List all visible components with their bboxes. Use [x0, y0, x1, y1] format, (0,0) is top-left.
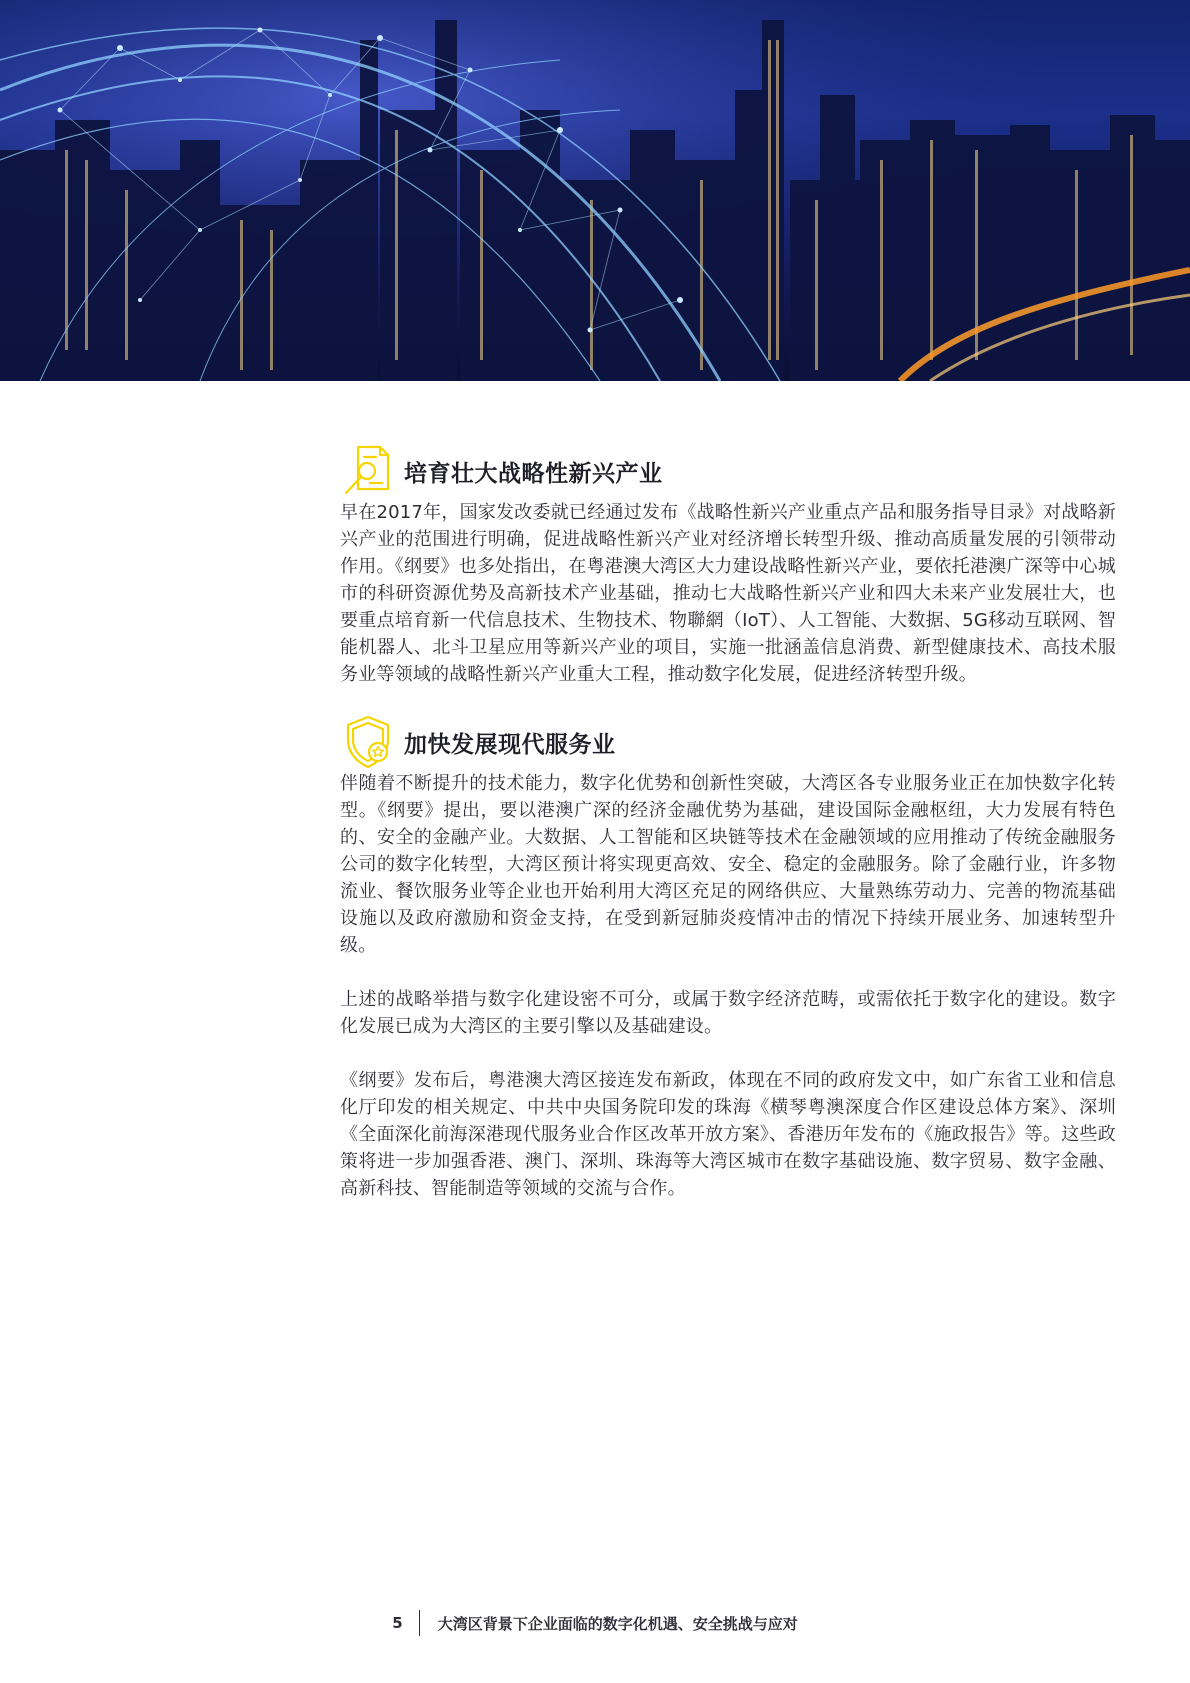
- paragraph: 《纲要》发布后，粤港澳大湾区接连发布新政，体现在不同的政府发文中，如广东省工业和信息化厅印发的相关规定、中共中央国务院印发的珠海《横琴粤澳深度合作区建设总体方案》、深圳《全面深化前海深港现代服务业合作区改革开放方案》、香港历年发布的《施政报告》等。这些政策将进一步加强香港、澳门、深圳、珠海等大湾区城市在数字基础设施、数字贸易、数字金融、高新科技、智能制造等领域的交流与合作。: [340, 1070, 1116, 1199]
- section-heading: [340, 443, 1116, 499]
- section-modern-services: [340, 714, 1116, 1202]
- shield-star-icon: [340, 714, 396, 770]
- paragraph: 上述的战略举措与数字化建设密不可分，或属于数字经济范畴，或需依托于数字化的建设。数字化发展已成为大湾区的主要引擎以及基础建设。: [340, 989, 1116, 1037]
- paragraph: 伴随着不断提升的技术能力，数字化优势和创新性突破，大湾区各专业服务业正在加快数字化转型。《纲要》提出，要以港澳广深的经济金融优势为基础，建设国际金融枢纽，大力发展有特色的、安全的金融产业。大数据、人工智能和区块链等技术在金融领域的应用推动了传统金融服务公司的数字化转型，大湾区预计将实现更高效、安全、稳定的金融服务。除了金融行业，许多物流业、餐饮服务业等企业也开始利用大湾区充足的网络供应、大量熟练劳动力、完善的物流基础设施以及政府激励和资金支持，在受到新冠肺炎疫情冲击的情况下持续开展业务、加速转型升级。: [340, 773, 1116, 956]
- city-network-illustration: [0, 0, 1190, 381]
- hero-image: [0, 0, 1190, 381]
- section-heading: [340, 714, 1116, 770]
- footer-divider: [419, 1610, 420, 1636]
- page-footer: [0, 1608, 1190, 1638]
- document-search-icon: [340, 443, 396, 499]
- document-title: 大湾区背景下企业面临的数字化机遇、安全挑战与应对: [437, 1614, 798, 1633]
- section-title: 培育壮大战略性新兴产业: [404, 460, 663, 487]
- paragraph: 早在2017年，国家发改委就已经通过发布《战略性新兴产业重点产品和服务指导目录》对战略新兴产业的范围进行明确，促进战略性新兴产业对经济增长转型升级、推动高质量发展的引领带动作用。《纲要》也多处指出，在粤港澳大湾区大力建设战略性新兴产业，要依托港澳广深等中心城市的科研资源优势及高新技术产业基础，推动七大战略性新兴产业和四大未来产业发展壮大，也要重点培育新一代信息技术、生物技术、物聯網（IoT）、人工智能、大数据、5G移动互联网、智能机器人、北斗卫星应用等新兴产业的项目，实施一批涵盖信息消费、新型健康技术、高技术服务业等领域的战略性新兴产业重大工程，推动数字化发展，促进经济转型升级。: [340, 502, 1116, 685]
- section-title: 加快发展现代服务业: [404, 731, 616, 758]
- main-content: [340, 443, 1116, 1202]
- section-strategic-industries: [340, 443, 1116, 688]
- page-number: 5: [392, 1614, 403, 1632]
